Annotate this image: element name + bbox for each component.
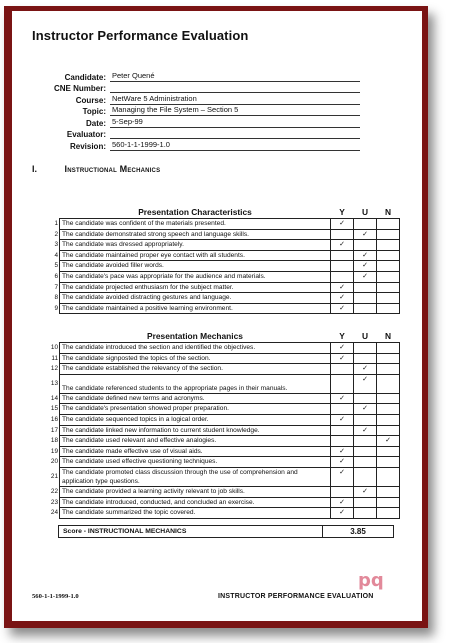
info-label: Date: (85, 118, 106, 128)
table-row (48, 261, 400, 272)
rating-cell-n (377, 497, 400, 508)
criterion-text: The candidate avoided distracting gestures and language. (60, 293, 331, 304)
rating-cell-y (331, 271, 354, 282)
table-row (48, 271, 400, 282)
rating-cell-y (331, 374, 354, 393)
row-number: 19 (50, 447, 58, 455)
criterion-text: The candidate established the relevancy of the section. (60, 364, 331, 375)
pq-logo-stamp: pq (358, 570, 384, 591)
info-row (30, 128, 360, 140)
row-number: 11 (51, 354, 58, 362)
rating-cell-u: ✓ (354, 404, 377, 415)
rating-cell-n (377, 467, 400, 486)
table-heading: Presentation Mechanics (147, 331, 243, 341)
criterion-text: The candidate made effective use of visual aids. (60, 446, 331, 457)
table-row (48, 374, 400, 393)
criterion-text: The candidate's pace was appropriate for the audience and materials. (60, 271, 331, 282)
criterion-text: The candidate signposted the topics of the section. (60, 353, 331, 364)
criterion-text: The candidate promoted class discussion through the use of comprehension and application type questions. (60, 467, 331, 486)
rating-cell-n (377, 293, 400, 304)
score-value: 3.85 (322, 526, 393, 537)
rating-cell-y (331, 250, 354, 261)
rating-cell-u (354, 343, 377, 354)
info-label: Candidate: (64, 72, 106, 82)
criterion-text: The candidate used relevant and effective analogies. (60, 436, 331, 447)
rating-cell-y (331, 436, 354, 447)
criterion-text: The candidate was dressed appropriately. (60, 240, 331, 251)
rating-cell-n (377, 282, 400, 293)
rating-cell-n (377, 343, 400, 354)
row-number: 9 (54, 304, 58, 312)
rating-cell-n (377, 425, 400, 436)
info-label: Course: (75, 95, 106, 105)
row-number: 22 (50, 487, 58, 495)
rating-cell-u (354, 240, 377, 251)
info-row (30, 93, 360, 105)
criterion-text: The candidate maintained proper eye contact with all students. (60, 250, 331, 261)
rating-cell-y (331, 486, 354, 497)
rating-cell-n (377, 261, 400, 272)
row-number: 6 (54, 272, 58, 280)
rating-cell-y: ✓ (331, 467, 354, 486)
section-title: Instructional Mechanics (64, 164, 161, 174)
candidate-info (30, 70, 360, 151)
row-number: 7 (54, 283, 58, 291)
rating-cell-y (331, 404, 354, 415)
info-row (30, 70, 360, 82)
column-header: U (361, 207, 369, 217)
criterion-text: The candidate referenced students to the appropriate pages in their manuals. (60, 374, 331, 393)
row-number: 5 (54, 262, 58, 270)
row-number: 21 (50, 473, 58, 481)
rating-cell-y: ✓ (331, 446, 354, 457)
info-value: Managing the File System – Section 5 (110, 105, 360, 116)
table-row (48, 343, 400, 354)
criterion-text: The candidate projected enthusiasm for the subject matter. (60, 282, 331, 293)
row-number: 1 (54, 220, 58, 227)
rating-cell-n (377, 219, 400, 230)
info-value (110, 128, 360, 139)
rating-cell-u: ✓ (354, 364, 377, 375)
rating-cell-n (377, 353, 400, 364)
rating-cell-n (377, 414, 400, 425)
row-number: 16 (50, 415, 58, 423)
rating-cell-u: ✓ (354, 486, 377, 497)
row-number: 10 (50, 344, 58, 351)
criterion-text: The candidate demonstrated strong speech and language skills. (60, 229, 331, 240)
rating-cell-u (354, 353, 377, 364)
rating-cell-n (377, 250, 400, 261)
rating-cell-y (331, 364, 354, 375)
table-row (48, 303, 400, 314)
footer-title: INSTRUCTOR PERFORMANCE EVALUATION (218, 593, 374, 600)
row-number: 2 (54, 230, 58, 238)
info-value: 5-Sep-99 (110, 117, 360, 128)
rating-cell-y (331, 229, 354, 240)
info-value: NetWare 5 Administration (110, 94, 360, 105)
table-row (48, 250, 400, 261)
criterion-text: The candidate linked new information to current student knowledge. (60, 425, 331, 436)
row-number: 12 (50, 365, 58, 373)
table-header-row (48, 331, 400, 343)
criterion-text: The candidate sequenced topics in a logical order. (60, 414, 331, 425)
score-box (58, 525, 394, 538)
table-header-row (48, 207, 400, 219)
column-header: Y (339, 207, 345, 217)
rating-cell-y: ✓ (331, 219, 354, 230)
table-row (48, 219, 400, 230)
rating-cell-n (377, 486, 400, 497)
header-spacer (48, 331, 60, 343)
rating-cell-n (377, 446, 400, 457)
info-label: Evaluator: (66, 130, 106, 139)
presentation-mechanics-table (48, 331, 400, 519)
column-header: N (384, 207, 392, 217)
rating-cell-y: ✓ (331, 240, 354, 251)
rating-cell-y: ✓ (331, 343, 354, 354)
rating-cell-n (377, 240, 400, 251)
rating-cell-n (377, 364, 400, 375)
score-label: Score - INSTRUCTIONAL MECHANICS (63, 528, 187, 535)
rating-cell-u: ✓ (354, 271, 377, 282)
row-number: 24 (50, 509, 58, 517)
rating-cell-u: ✓ (354, 374, 377, 393)
column-header: U (361, 331, 369, 341)
info-value: Peter Quené (110, 71, 360, 82)
table-row (48, 414, 400, 425)
row-number: 14 (50, 394, 58, 402)
info-row (30, 105, 360, 117)
criterion-text: The candidate provided a learning activity relevant to job skills. (60, 486, 331, 497)
table-row (48, 446, 400, 457)
table-row (48, 364, 400, 375)
table-row (48, 229, 400, 240)
criterion-text: The candidate introduced, conducted, and concluded an exercise. (60, 497, 331, 508)
rating-cell-u (354, 293, 377, 304)
info-label: Revision: (69, 141, 106, 151)
rating-cell-y: ✓ (331, 353, 354, 364)
rating-cell-y (331, 425, 354, 436)
rating-cell-n (377, 457, 400, 468)
row-number: 17 (50, 426, 58, 434)
rating-cell-u (354, 446, 377, 457)
criterion-text: The candidate maintained a positive learning environment. (60, 303, 331, 314)
table-row (48, 353, 400, 364)
rating-cell-u (354, 414, 377, 425)
table-row (48, 282, 400, 293)
header-spacer (48, 207, 60, 219)
document-title: Instructor Performance Evaluation (32, 28, 249, 43)
rating-cell-u (354, 219, 377, 230)
rating-cell-y: ✓ (331, 414, 354, 425)
rating-cell-n (377, 374, 400, 393)
table-heading: Presentation Characteristics (138, 207, 252, 217)
criterion-text: The candidate was confident of the materials presented. (60, 219, 331, 230)
row-number: 4 (54, 251, 58, 259)
rating-cell-u (354, 282, 377, 293)
row-number: 18 (50, 437, 58, 445)
rating-cell-y: ✓ (331, 508, 354, 519)
criterion-text: The candidate defined new terms and acronyms. (60, 393, 331, 404)
rating-cell-u (354, 393, 377, 404)
row-number: 20 (50, 458, 58, 466)
rating-cell-n (377, 271, 400, 282)
column-header: N (384, 331, 392, 341)
rating-cell-n (377, 508, 400, 519)
rating-cell-u: ✓ (354, 425, 377, 436)
criterion-text: The candidate's presentation showed proper preparation. (60, 404, 331, 415)
rating-cell-u (354, 303, 377, 314)
rating-cell-u: ✓ (354, 229, 377, 240)
rating-cell-n (377, 404, 400, 415)
row-number: 13 (50, 379, 58, 387)
table-row (48, 508, 400, 519)
rating-cell-y: ✓ (331, 393, 354, 404)
rating-cell-y: ✓ (331, 457, 354, 468)
row-number: 15 (50, 405, 58, 413)
row-number: 23 (50, 498, 58, 506)
info-label: Topic: (82, 107, 106, 116)
row-number: 8 (54, 294, 58, 302)
rating-cell-y (331, 261, 354, 272)
rating-cell-y: ✓ (331, 282, 354, 293)
rating-cell-u (354, 457, 377, 468)
section-heading (32, 164, 160, 174)
rating-cell-u: ✓ (354, 261, 377, 272)
table-row (48, 393, 400, 404)
rating-cell-n: ✓ (377, 436, 400, 447)
table-row (48, 497, 400, 508)
info-value (110, 82, 360, 93)
criterion-text: The candidate avoided filler words. (60, 261, 331, 272)
info-value: 560-1-1-1999-1.0 (110, 140, 360, 151)
rating-cell-n (377, 393, 400, 404)
table-row (48, 457, 400, 468)
table-row (48, 425, 400, 436)
info-row (30, 82, 360, 94)
footer-revision: 560-1-1-1999-1.0 (32, 593, 79, 600)
rating-cell-u (354, 497, 377, 508)
info-label: CNE Number: (53, 84, 106, 93)
rating-cell-y: ✓ (331, 497, 354, 508)
table-row (48, 486, 400, 497)
rating-cell-y: ✓ (331, 293, 354, 304)
table-row (48, 404, 400, 415)
rating-cell-u: ✓ (354, 250, 377, 261)
row-number: 3 (54, 241, 58, 249)
criterion-text: The candidate summarized the topic covered. (60, 508, 331, 519)
rating-cell-y: ✓ (331, 303, 354, 314)
table-row (48, 436, 400, 447)
table-row (48, 467, 400, 486)
rating-cell-n (377, 229, 400, 240)
table-row (48, 293, 400, 304)
criterion-text: The candidate introduced the section and identified the objectives. (60, 343, 331, 354)
column-header: Y (339, 331, 345, 341)
presentation-characteristics-table (48, 207, 400, 314)
info-row (30, 116, 360, 128)
rating-cell-u (354, 467, 377, 486)
rating-cell-n (377, 303, 400, 314)
section-number: I. (32, 164, 38, 174)
table-row (48, 240, 400, 251)
criterion-text: The candidate used effective questioning techniques. (60, 457, 331, 468)
info-row (30, 139, 360, 151)
rating-cell-u (354, 436, 377, 447)
rating-cell-u (354, 508, 377, 519)
